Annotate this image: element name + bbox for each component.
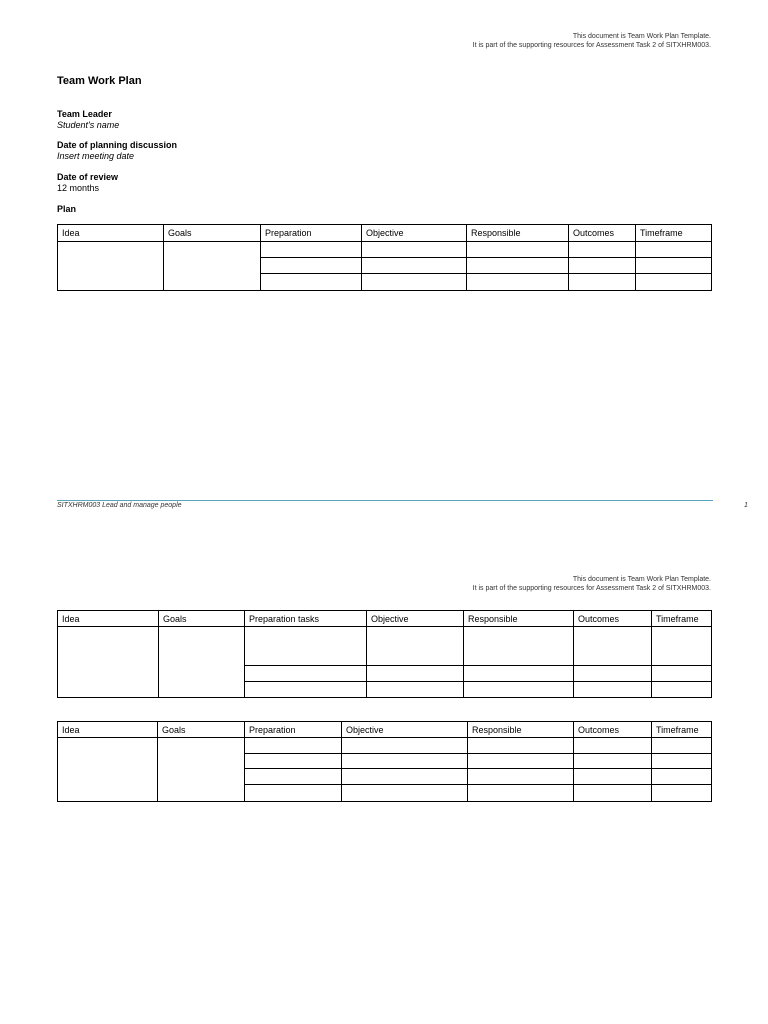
table-cell[interactable] [468,769,574,785]
date-planning-value: Insert meeting date [57,151,135,161]
page-header [473,32,711,50]
date-planning-label: Date of planning discussion [57,140,178,150]
table-cell[interactable] [342,769,468,785]
table-cell[interactable] [652,754,712,769]
plan-table-1 [57,224,712,291]
idea-cell[interactable] [58,242,164,291]
plan-table-2 [57,610,712,698]
table-cell[interactable] [464,627,574,666]
table-cell[interactable] [245,682,367,698]
column-header: Timeframe [652,722,712,738]
column-header: Goals [164,225,261,242]
goals-cell[interactable] [159,627,245,698]
table-cell[interactable] [245,754,342,769]
plan-label: Plan [57,204,77,214]
team-leader-value: Student's name [57,120,120,130]
table-cell[interactable] [467,258,569,274]
table-cell[interactable] [245,738,342,754]
table-cell[interactable] [569,274,636,291]
table-cell[interactable] [261,274,362,291]
table-cell[interactable] [636,274,712,291]
table-header-row [58,722,712,738]
column-header: Outcomes [574,722,652,738]
table-cell[interactable] [574,769,652,785]
column-header: Objective [342,722,468,738]
table-cell[interactable] [468,738,574,754]
table-cell[interactable] [261,242,362,258]
table-cell[interactable] [569,258,636,274]
column-header: Preparation [245,722,342,738]
table-header-row [58,611,712,627]
table-cell[interactable] [574,754,652,769]
header-line-1: This document is Team Work Plan Template. [572,576,711,583]
table-cell[interactable] [245,627,367,666]
table-cell[interactable] [574,627,652,666]
table-row [58,738,712,754]
column-header: Goals [159,611,245,627]
table-cell[interactable] [652,666,712,682]
goals-cell[interactable] [164,242,261,291]
plan-table-3 [57,721,712,802]
table-cell[interactable] [652,769,712,785]
column-header: Timeframe [636,225,712,242]
table-cell[interactable] [245,666,367,682]
idea-cell[interactable] [58,627,159,698]
table-cell[interactable] [362,274,467,291]
table-cell[interactable] [367,666,464,682]
table-header-row [58,225,712,242]
goals-cell[interactable] [158,738,245,802]
page-number: 1 [744,502,748,509]
column-header: Responsible [467,225,569,242]
table-cell[interactable] [468,785,574,802]
header-line-2: It is part of the supporting resources for Assessment Task 2 of SITXHRM003. [472,585,711,592]
table-cell[interactable] [464,666,574,682]
date-review-value: 12 months [57,183,100,193]
team-leader-label: Team Leader [57,109,112,119]
table-cell[interactable] [569,242,636,258]
header-line-1: This document is Team Work Plan Template. [572,33,711,40]
footer-rule [57,500,713,501]
table-cell[interactable] [574,666,652,682]
table-cell[interactable] [467,274,569,291]
table-cell[interactable] [245,785,342,802]
idea-cell[interactable] [58,738,158,802]
date-review-label: Date of review [57,172,119,182]
table-cell[interactable] [574,682,652,698]
column-header: Preparation [261,225,362,242]
footer-text: SITXHRM003 Lead and manage people [57,502,182,509]
table-cell[interactable] [636,258,712,274]
column-header: Idea [58,722,158,738]
table-cell[interactable] [636,242,712,258]
table-cell[interactable] [367,627,464,666]
table-cell[interactable] [652,682,712,698]
table-cell[interactable] [362,258,467,274]
column-header: Responsible [468,722,574,738]
table-cell[interactable] [574,785,652,802]
table-cell[interactable] [468,754,574,769]
table-cell[interactable] [652,627,712,666]
column-header: Objective [367,611,464,627]
header-line-2: It is part of the supporting resources for Assessment Task 2 of SITXHRM003. [472,42,711,49]
column-header: Idea [58,611,159,627]
table-cell[interactable] [467,242,569,258]
table-cell[interactable] [652,738,712,754]
table-cell[interactable] [342,738,468,754]
table-cell[interactable] [342,785,468,802]
table-cell[interactable] [574,738,652,754]
column-header: Responsible [464,611,574,627]
document-title: Team Work Plan [57,75,142,87]
page-header [473,575,711,593]
column-header: Idea [58,225,164,242]
table-cell[interactable] [464,682,574,698]
table-cell[interactable] [261,258,362,274]
table-row [58,627,712,666]
column-header: Objective [362,225,467,242]
column-header: Preparation tasks [245,611,367,627]
column-header: Timeframe [652,611,712,627]
table-cell[interactable] [367,682,464,698]
table-row [58,242,712,258]
table-cell[interactable] [362,242,467,258]
table-cell[interactable] [245,769,342,785]
column-header: Outcomes [569,225,636,242]
column-header: Goals [158,722,245,738]
table-cell[interactable] [652,785,712,802]
table-cell[interactable] [342,754,468,769]
column-header: Outcomes [574,611,652,627]
